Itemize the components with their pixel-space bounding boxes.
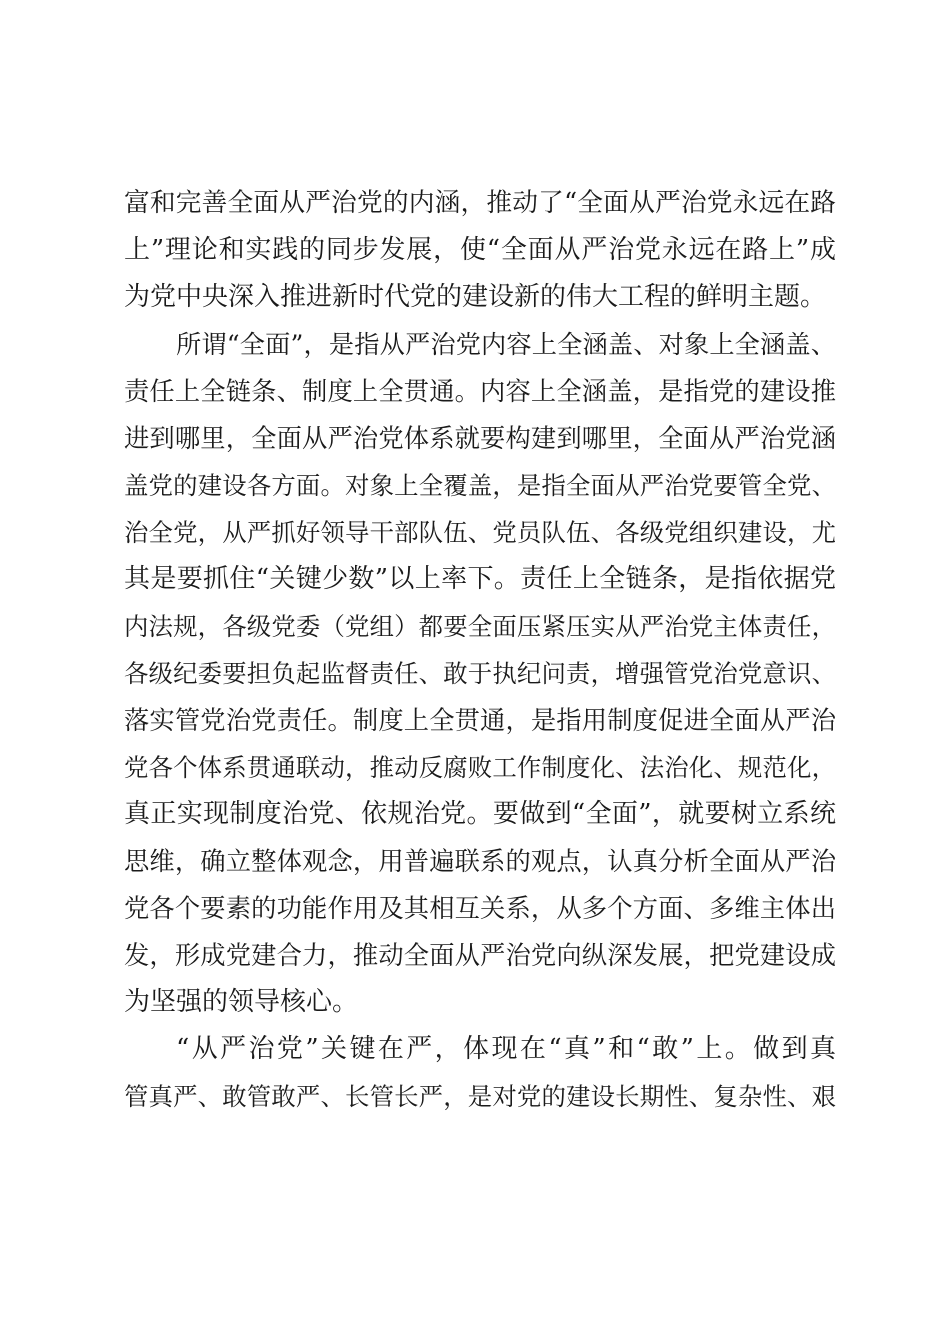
text-line: 富和完善全面从严治党的内涵，推动了“全面从严治党永远在路 <box>124 188 836 218</box>
text-line: 进到哪里，全面从严治党体系就要构建到哪里，全面从严治党涵 <box>124 424 836 453</box>
text-line: 落实管党治党责任。制度上全贯通，是指用制度促进全面从严治 <box>124 706 836 735</box>
text-line: 所谓“全面”，是指从严治党内容上全涵盖、对象上全涵盖、 <box>176 330 836 359</box>
paragraph-2 <box>124 321 836 1026</box>
paragraph-1 <box>124 180 836 321</box>
text-line: 党各个要素的功能作用及其相互关系，从多个方面、多维主体出 <box>124 894 836 923</box>
text-line: 管真严、敢管敢严、长管长严，是对党的建设长期性、复杂性、艰 <box>124 1082 836 1111</box>
text-line: 发，形成党建合力，推动全面从严治党向纵深发展，把党建设成 <box>124 941 836 970</box>
text-line: 治全党，从严抓好领导干部队伍、党员队伍、各级党组织建设，尤 <box>124 518 836 547</box>
text-line: 为党中央深入推进新时代党的建设新的伟大工程的鲜明主题。 <box>124 282 827 312</box>
text-line: 真正实现制度治党、依规治党。要做到“全面”，就要树立系统 <box>124 799 836 829</box>
text-line: 为坚强的领导核心。 <box>124 987 359 1017</box>
text-line: 党各个体系贯通联动，推动反腐败工作制度化、法治化、规范化， <box>124 753 836 782</box>
text-line: 思维，确立整体观念，用普遍联系的观点，认真分析全面从严治 <box>124 847 836 876</box>
text-line: 上”理论和实践的同步发展，使“全面从严治党永远在路上”成 <box>124 235 836 265</box>
paragraph-3 <box>124 1026 836 1120</box>
text-line: 其是要抓住“关键少数”以上率下。责任上全链条，是指依据党 <box>124 564 836 594</box>
body-text <box>124 180 836 1120</box>
text-line: 各级纪委要担负起监督责任、敢于执纪问责，增强管党治党意识、 <box>124 659 836 688</box>
text-line: 盖党的建设各方面。对象上全覆盖，是指全面从严治党要管全党、 <box>124 471 836 500</box>
text-line: 内法规，各级党委（党组）都要全面压紧压实从严治党主体责任， <box>124 612 836 641</box>
text-line: “从严治党”关键在严，体现在“真”和“敢”上。做到真 <box>176 1034 836 1064</box>
text-line: 责任上全链条、制度上全贯通。内容上全涵盖，是指党的建设推 <box>124 377 836 406</box>
